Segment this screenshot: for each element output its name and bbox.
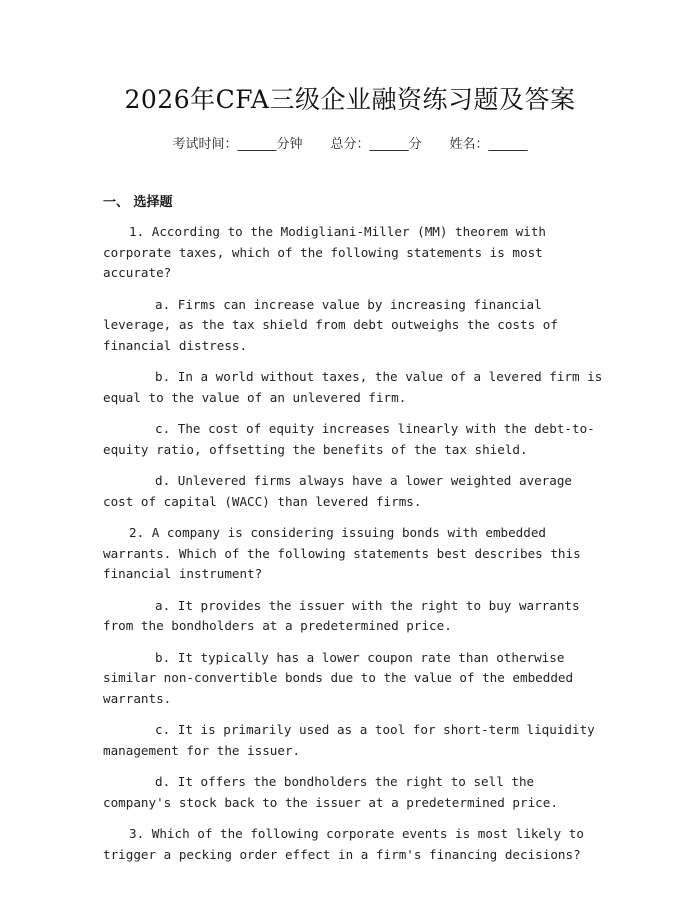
- question-1-option-c: c. The cost of equity increases linearly with the debt-to-equity ratio, offsetting the benefits of the tax shield.: [103, 421, 595, 457]
- question-2: 2. A company is considering issuing bonds with embedded warrants. Which of the following statements best describes this financial instrument?: [103, 525, 581, 581]
- question-list: [103, 222, 603, 876]
- question-2-option-d: d. It offers the bondholders the right to sell the company's stock back to the issuer at a predetermined price.: [103, 774, 558, 810]
- document-title: 2026年CFA三级企业融资练习题及答案: [124, 85, 576, 114]
- question-1-option-b: b. In a world without taxes, the value of a levered firm is equal to the value of an unlevered firm.: [103, 369, 603, 405]
- question-2-option-a: a. It provides the issuer with the right to buy warrants from the bondholders at a predetermined price.: [103, 597, 580, 633]
- question-1-option-d: d. Unlevered firms always have a lower weighted average cost of capital (WACC) than levered firms.: [103, 473, 573, 509]
- question-2-option-c: c. It is primarily used as a tool for short-term liquidity management for the issuer.: [103, 722, 595, 758]
- question-3: 3. Which of the following corporate events is most likely to trigger a pecking order effect in a firm's financing decisions?: [103, 826, 584, 862]
- exam-time-field: 考试时间：______分钟: [172, 137, 303, 152]
- total-score-field: 总分：______分: [330, 137, 422, 152]
- question-2-option-b: b. It typically has a lower coupon rate than otherwise similar non-convertible bonds due to the value of the embedded warrants.: [103, 649, 574, 706]
- name-field: 姓名：______: [449, 137, 528, 152]
- section-heading: 一、 选择题: [103, 195, 173, 210]
- question-1: 1. According to the Modigliani-Miller (MM) theorem with corporate taxes, which of the following statements is most accurate?: [103, 224, 547, 280]
- exam-info-line: [0, 133, 700, 152]
- question-1-option-a: a. Firms can increase value by increasing financial leverage, as the tax shield from debt outweighs the costs of financial distress.: [103, 296, 558, 353]
